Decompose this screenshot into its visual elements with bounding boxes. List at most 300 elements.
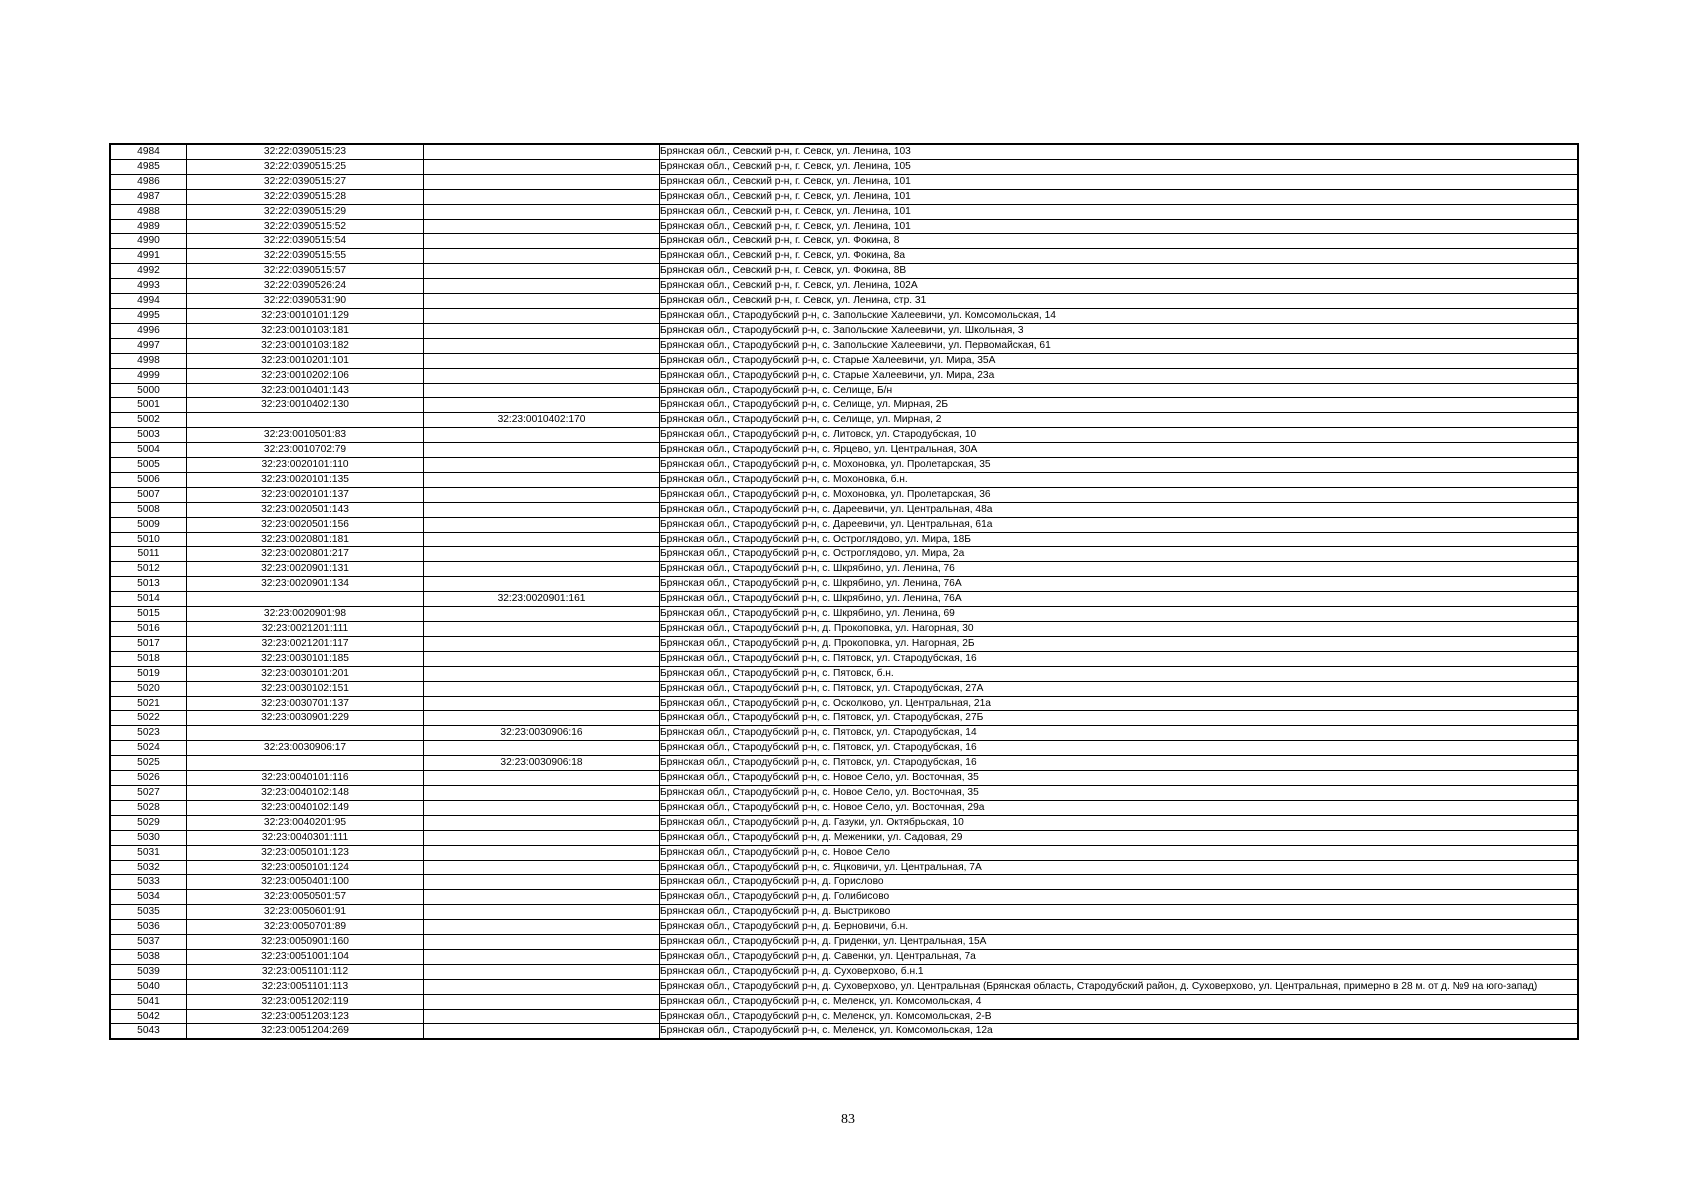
cadastral-number-alt-cell: [424, 264, 660, 279]
table-row: [110, 159, 1578, 174]
cadastral-number-cell: 32:23:0051101:113: [187, 979, 424, 994]
row-number-cell: 5017: [110, 636, 187, 651]
cadastral-number-alt-cell: [424, 249, 660, 264]
address-cell: Брянская обл., Севский р-н, г. Севск, ул. Ленина, стр. 31: [660, 294, 1579, 309]
cadastral-number-alt-cell: [424, 696, 660, 711]
address-cell: Брянская обл., Севский р-н, г. Севск, ул. Ленина, 102А: [660, 279, 1579, 294]
cadastral-number-alt-cell: [424, 383, 660, 398]
cadastral-number-alt-cell: 32:23:0010402:170: [424, 413, 660, 428]
table-row: [110, 666, 1578, 681]
address-cell: Брянская обл., Стародубский р-н, с. Ярцево, ул. Центральная, 30А: [660, 443, 1579, 458]
address-cell: Брянская обл., Стародубский р-н, с. Мохоновка, б.н.: [660, 472, 1579, 487]
row-number-cell: 5008: [110, 502, 187, 517]
cadastral-number-cell: 32:23:0010103:181: [187, 323, 424, 338]
cadastral-number-alt-cell: [424, 920, 660, 935]
table-row: [110, 562, 1578, 577]
cadastral-number-alt-cell: [424, 711, 660, 726]
cadastral-number-alt-cell: [424, 547, 660, 562]
row-number-cell: 5034: [110, 890, 187, 905]
table-row: [110, 458, 1578, 473]
cadastral-number-alt-cell: 32:23:0030906:16: [424, 726, 660, 741]
address-cell: Брянская обл., Севский р-н, г. Севск, ул. Ленина, 101: [660, 219, 1579, 234]
cadastral-number-cell: 32:23:0020101:110: [187, 458, 424, 473]
cadastral-number-alt-cell: [424, 144, 660, 159]
cadastral-number-cell: 32:23:0020801:181: [187, 532, 424, 547]
row-number-cell: 5014: [110, 592, 187, 607]
cadastral-number-cell: 32:22:0390526:24: [187, 279, 424, 294]
table-row: [110, 845, 1578, 860]
address-cell: Брянская обл., Севский р-н, г. Севск, ул. Ленина, 101: [660, 189, 1579, 204]
row-number-cell: 4994: [110, 294, 187, 309]
table-row: [110, 875, 1578, 890]
address-cell: Брянская обл., Севский р-н, г. Севск, ул. Фокина, 8В: [660, 264, 1579, 279]
cadastral-number-cell: 32:23:0040301:111: [187, 830, 424, 845]
table-row: [110, 681, 1578, 696]
row-number-cell: 4999: [110, 368, 187, 383]
cadastral-number-alt-cell: [424, 159, 660, 174]
row-number-cell: 5021: [110, 696, 187, 711]
address-cell: Брянская обл., Стародубский р-н, с. Запольские Халеевичи, ул. Школьная, 3: [660, 323, 1579, 338]
table-row: [110, 785, 1578, 800]
row-number-cell: 4989: [110, 219, 187, 234]
cadastral-number-cell: 32:23:0020901:98: [187, 607, 424, 622]
row-number-cell: 5020: [110, 681, 187, 696]
cadastral-number-cell: 32:23:0051202:119: [187, 994, 424, 1009]
row-number-cell: 5016: [110, 622, 187, 637]
row-number-cell: 5024: [110, 741, 187, 756]
table-row: [110, 279, 1578, 294]
cadastral-number-alt-cell: [424, 174, 660, 189]
row-number-cell: 4987: [110, 189, 187, 204]
cadastral-number-alt-cell: [424, 949, 660, 964]
row-number-cell: 5041: [110, 994, 187, 1009]
row-number-cell: 4988: [110, 204, 187, 219]
address-cell: Брянская обл., Стародубский р-н, с. Меленск, ул. Комсомольская, 4: [660, 994, 1579, 1009]
cadastral-number-cell: 32:22:0390515:27: [187, 174, 424, 189]
address-cell: Брянская обл., Севский р-н, г. Севск, ул. Фокина, 8: [660, 234, 1579, 249]
table-row: [110, 920, 1578, 935]
cadastral-number-alt-cell: [424, 800, 660, 815]
cadastral-number-alt-cell: [424, 785, 660, 800]
table-row: [110, 592, 1578, 607]
address-cell: Брянская обл., Стародубский р-н, с. Мохоновка, ул. Пролетарская, 36: [660, 487, 1579, 502]
row-number-cell: 5031: [110, 845, 187, 860]
cadastral-number-cell: 32:23:0020901:131: [187, 562, 424, 577]
address-cell: Брянская обл., Стародубский р-н, с. Старые Халеевичи, ул. Мира, 23а: [660, 368, 1579, 383]
cadastral-number-cell: 32:23:0010501:83: [187, 428, 424, 443]
cadastral-number-alt-cell: [424, 338, 660, 353]
table-row: [110, 741, 1578, 756]
address-cell: Брянская обл., Стародубский р-н, с. Пятовск, ул. Стародубская, 16: [660, 756, 1579, 771]
row-number-cell: 5026: [110, 771, 187, 786]
address-cell: Брянская обл., Стародубский р-н, д. Берновичи, б.н.: [660, 920, 1579, 935]
table-row: [110, 189, 1578, 204]
cadastral-number-cell: 32:23:0030906:17: [187, 741, 424, 756]
cadastral-number-cell: 32:23:0050601:91: [187, 905, 424, 920]
cadastral-number-cell: 32:23:0050701:89: [187, 920, 424, 935]
row-number-cell: 5006: [110, 472, 187, 487]
table-row: [110, 935, 1578, 950]
cadastral-number-alt-cell: [424, 502, 660, 517]
cadastral-number-alt-cell: [424, 323, 660, 338]
cadastral-number-cell: 32:23:0040102:148: [187, 785, 424, 800]
table-row: [110, 204, 1578, 219]
cadastral-number-alt-cell: [424, 472, 660, 487]
row-number-cell: 4993: [110, 279, 187, 294]
address-cell: Брянская обл., Стародубский р-н, с. Дареевичи, ул. Центральная, 61а: [660, 517, 1579, 532]
address-cell: Брянская обл., Стародубский р-н, д. Прокоповка, ул. Нагорная, 2Б: [660, 636, 1579, 651]
table-row: [110, 353, 1578, 368]
cadastral-number-alt-cell: [424, 234, 660, 249]
cadastral-number-alt-cell: [424, 666, 660, 681]
cadastral-number-cell: 32:22:0390515:25: [187, 159, 424, 174]
row-number-cell: 5013: [110, 577, 187, 592]
address-cell: Брянская обл., Стародубский р-н, д. Меженики, ул. Садовая, 29: [660, 830, 1579, 845]
address-cell: Брянская обл., Стародубский р-н, с. Мохоновка, ул. Пролетарская, 35: [660, 458, 1579, 473]
cadastral-number-cell: 32:22:0390531:90: [187, 294, 424, 309]
row-number-cell: 4995: [110, 308, 187, 323]
table-row: [110, 1009, 1578, 1024]
cadastral-number-alt-cell: [424, 577, 660, 592]
cadastral-number-cell: [187, 592, 424, 607]
row-number-cell: 4990: [110, 234, 187, 249]
cadastral-number-cell: 32:23:0021201:111: [187, 622, 424, 637]
row-number-cell: 5002: [110, 413, 187, 428]
row-number-cell: 5001: [110, 398, 187, 413]
address-cell: Брянская обл., Стародубский р-н, с. Шкрябино, ул. Ленина, 76А: [660, 592, 1579, 607]
cadastral-number-cell: 32:22:0390515:28: [187, 189, 424, 204]
cadastral-number-cell: 32:23:0010702:79: [187, 443, 424, 458]
address-cell: Брянская обл., Стародубский р-н, с. Старые Халеевичи, ул. Мира, 35А: [660, 353, 1579, 368]
row-number-cell: 5018: [110, 651, 187, 666]
cadastral-number-cell: 32:23:0010103:182: [187, 338, 424, 353]
cadastral-number-alt-cell: [424, 994, 660, 1009]
row-number-cell: 4984: [110, 144, 187, 159]
row-number-cell: 5004: [110, 443, 187, 458]
address-cell: Брянская обл., Стародубский р-н, с. Дареевичи, ул. Центральная, 48а: [660, 502, 1579, 517]
cadastral-number-cell: 32:23:0010201:101: [187, 353, 424, 368]
table-row: [110, 860, 1578, 875]
table-row: [110, 577, 1578, 592]
table-row: [110, 651, 1578, 666]
row-number-cell: 4985: [110, 159, 187, 174]
address-cell: Брянская обл., Стародубский р-н, д. Гриденки, ул. Центральная, 15А: [660, 935, 1579, 950]
row-number-cell: 4996: [110, 323, 187, 338]
row-number-cell: 5038: [110, 949, 187, 964]
cadastral-number-cell: [187, 726, 424, 741]
address-cell: Брянская обл., Стародубский р-н, с. Новое Село, ул. Восточная, 35: [660, 785, 1579, 800]
cadastral-number-alt-cell: [424, 487, 660, 502]
table-row: [110, 294, 1578, 309]
row-number-cell: 5009: [110, 517, 187, 532]
cadastral-number-cell: 32:23:0021201:117: [187, 636, 424, 651]
cadastral-number-cell: 32:22:0390515:54: [187, 234, 424, 249]
address-cell: Брянская обл., Севский р-н, г. Севск, ул. Ленина, 105: [660, 159, 1579, 174]
row-number-cell: 5011: [110, 547, 187, 562]
cadastral-number-alt-cell: 32:23:0030906:18: [424, 756, 660, 771]
cadastral-number-alt-cell: [424, 532, 660, 547]
table-row: [110, 547, 1578, 562]
cadastral-number-alt-cell: [424, 845, 660, 860]
row-number-cell: 5010: [110, 532, 187, 547]
table-row: [110, 890, 1578, 905]
table-row: [110, 905, 1578, 920]
table-row: [110, 383, 1578, 398]
cadastral-number-alt-cell: [424, 890, 660, 905]
row-number-cell: 5000: [110, 383, 187, 398]
row-number-cell: 5039: [110, 964, 187, 979]
address-cell: Брянская обл., Стародубский р-н, с. Шкрябино, ул. Ленина, 76А: [660, 577, 1579, 592]
address-cell: Брянская обл., Стародубский р-н, с. Литовск, ул. Стародубская, 10: [660, 428, 1579, 443]
address-cell: Брянская обл., Стародубский р-н, с. Новое Село, ул. Восточная, 29а: [660, 800, 1579, 815]
cadastral-number-cell: 32:23:0050901:160: [187, 935, 424, 950]
address-cell: Брянская обл., Стародубский р-н, с. Новое Село, ул. Восточная, 35: [660, 771, 1579, 786]
table-row: [110, 219, 1578, 234]
address-cell: Брянская обл., Севский р-н, г. Севск, ул. Фокина, 8а: [660, 249, 1579, 264]
address-cell: Брянская обл., Стародубский р-н, с. Пятовск, ул. Стародубская, 27Б: [660, 711, 1579, 726]
table-row: [110, 502, 1578, 517]
cadastral-number-cell: 32:23:0020801:217: [187, 547, 424, 562]
cadastral-number-alt-cell: [424, 905, 660, 920]
row-number-cell: 5035: [110, 905, 187, 920]
cadastral-number-alt-cell: [424, 860, 660, 875]
cadastral-number-cell: 32:23:0051203:123: [187, 1009, 424, 1024]
table-row: [110, 622, 1578, 637]
cadastral-number-alt-cell: [424, 607, 660, 622]
cadastral-number-cell: 32:23:0040102:149: [187, 800, 424, 815]
cadastral-number-alt-cell: [424, 368, 660, 383]
cadastral-number-alt-cell: [424, 308, 660, 323]
address-cell: Брянская обл., Стародубский р-н, с. Яцковичи, ул. Центральная, 7А: [660, 860, 1579, 875]
address-cell: Брянская обл., Стародубский р-н, с. Запольские Халеевичи, ул. Комсомольская, 14: [660, 308, 1579, 323]
cadastral-number-cell: 32:22:0390515:52: [187, 219, 424, 234]
table-row: [110, 830, 1578, 845]
address-cell: Брянская обл., Стародубский р-н, с. Пятовск, ул. Стародубская, 14: [660, 726, 1579, 741]
registry-table-body: [110, 144, 1578, 1039]
cadastral-number-cell: 32:23:0051204:269: [187, 1024, 424, 1039]
table-row: [110, 607, 1578, 622]
cadastral-number-cell: 32:23:0010402:130: [187, 398, 424, 413]
cadastral-number-cell: 32:23:0040201:95: [187, 815, 424, 830]
row-number-cell: 5007: [110, 487, 187, 502]
cadastral-number-cell: 32:23:0050101:123: [187, 845, 424, 860]
row-number-cell: 5043: [110, 1024, 187, 1039]
address-cell: Брянская обл., Севский р-н, г. Севск, ул. Ленина, 101: [660, 204, 1579, 219]
row-number-cell: 5029: [110, 815, 187, 830]
table-row: [110, 398, 1578, 413]
address-cell: Брянская обл., Стародубский р-н, с. Селище, Б/н: [660, 383, 1579, 398]
row-number-cell: 4991: [110, 249, 187, 264]
row-number-cell: 5036: [110, 920, 187, 935]
cadastral-number-alt-cell: [424, 517, 660, 532]
cadastral-number-alt-cell: [424, 1009, 660, 1024]
address-cell: Брянская обл., Стародубский р-н, с. Остроглядово, ул. Мира, 18Б: [660, 532, 1579, 547]
table-row: [110, 696, 1578, 711]
cadastral-number-cell: 32:22:0390515:29: [187, 204, 424, 219]
cadastral-number-cell: 32:23:0051001:104: [187, 949, 424, 964]
cadastral-number-cell: [187, 413, 424, 428]
row-number-cell: 4986: [110, 174, 187, 189]
table-row: [110, 711, 1578, 726]
address-cell: Брянская обл., Стародубский р-н, с. Шкрябино, ул. Ленина, 69: [660, 607, 1579, 622]
cadastral-number-alt-cell: 32:23:0020901:161: [424, 592, 660, 607]
table-row: [110, 636, 1578, 651]
address-cell: Брянская обл., Стародубский р-н, с. Запольские Халеевичи, ул. Первомайская, 61: [660, 338, 1579, 353]
table-row: [110, 308, 1578, 323]
address-cell: Брянская обл., Севский р-н, г. Севск, ул. Ленина, 101: [660, 174, 1579, 189]
address-cell: Брянская обл., Стародубский р-н, д. Голибисово: [660, 890, 1579, 905]
table-row: [110, 264, 1578, 279]
cadastral-number-alt-cell: [424, 979, 660, 994]
table-row: [110, 472, 1578, 487]
address-cell: Брянская обл., Севский р-н, г. Севск, ул. Ленина, 103: [660, 144, 1579, 159]
table-row: [110, 979, 1578, 994]
cadastral-number-cell: 32:23:0010401:143: [187, 383, 424, 398]
row-number-cell: 5015: [110, 607, 187, 622]
table-row: [110, 517, 1578, 532]
cadastral-number-alt-cell: [424, 651, 660, 666]
cadastral-number-alt-cell: [424, 771, 660, 786]
row-number-cell: 4997: [110, 338, 187, 353]
row-number-cell: 5032: [110, 860, 187, 875]
cadastral-number-cell: 32:23:0030101:185: [187, 651, 424, 666]
cadastral-number-alt-cell: [424, 681, 660, 696]
table-row: [110, 249, 1578, 264]
cadastral-number-alt-cell: [424, 741, 660, 756]
table-row: [110, 964, 1578, 979]
table-row: [110, 413, 1578, 428]
page-number: 83: [841, 1112, 855, 1127]
address-cell: Брянская обл., Стародубский р-н, с. Шкрябино, ул. Ленина, 76: [660, 562, 1579, 577]
cadastral-number-alt-cell: [424, 204, 660, 219]
row-number-cell: 5028: [110, 800, 187, 815]
address-cell: Брянская обл., Стародубский р-н, д. Горислово: [660, 875, 1579, 890]
cadastral-number-cell: 32:23:0030901:229: [187, 711, 424, 726]
table-row: [110, 800, 1578, 815]
table-row: [110, 994, 1578, 1009]
cadastral-number-alt-cell: [424, 189, 660, 204]
table-row: [110, 234, 1578, 249]
row-number-cell: 5025: [110, 756, 187, 771]
cadastral-number-cell: 32:23:0050101:124: [187, 860, 424, 875]
table-row: [110, 174, 1578, 189]
table-row: [110, 949, 1578, 964]
address-cell: Брянская обл., Стародубский р-н, д. Суховерхово, ул. Центральная (Брянская область, Стародубский район, д. Суховерхово, ул. Центральная, примерно в 28 м. от д. №9 на юго-запад): [660, 979, 1579, 994]
address-cell: Брянская обл., Стародубский р-н, с. Меленск, ул. Комсомольская, 12а: [660, 1024, 1579, 1039]
cadastral-number-cell: 32:23:0030101:201: [187, 666, 424, 681]
cadastral-number-alt-cell: [424, 875, 660, 890]
cadastral-number-alt-cell: [424, 622, 660, 637]
table-row: [110, 815, 1578, 830]
table-row: [110, 771, 1578, 786]
table-row: [110, 428, 1578, 443]
cadastral-number-alt-cell: [424, 964, 660, 979]
row-number-cell: 5003: [110, 428, 187, 443]
row-number-cell: 5019: [110, 666, 187, 681]
address-cell: Брянская обл., Стародубский р-н, д. Суховерхово, б.н.1: [660, 964, 1579, 979]
cadastral-number-cell: 32:22:0390515:57: [187, 264, 424, 279]
cadastral-number-alt-cell: [424, 279, 660, 294]
cadastral-number-alt-cell: [424, 815, 660, 830]
registry-table: [109, 143, 1579, 1040]
table-row: [110, 532, 1578, 547]
cadastral-number-alt-cell: [424, 1024, 660, 1039]
row-number-cell: 5042: [110, 1009, 187, 1024]
table-row: [110, 1024, 1578, 1039]
cadastral-number-cell: 32:23:0010101:129: [187, 308, 424, 323]
address-cell: Брянская обл., Стародубский р-н, с. Пятовск, ул. Стародубская, 27А: [660, 681, 1579, 696]
address-cell: Брянская обл., Стародубский р-н, с. Пятовск, б.н.: [660, 666, 1579, 681]
cadastral-number-cell: 32:23:0050401:100: [187, 875, 424, 890]
row-number-cell: 5033: [110, 875, 187, 890]
cadastral-number-cell: 32:22:0390515:23: [187, 144, 424, 159]
table-row: [110, 487, 1578, 502]
address-cell: Брянская обл., Стародубский р-н, с. Остроглядово, ул. Мира, 2а: [660, 547, 1579, 562]
address-cell: Брянская обл., Стародубский р-н, с. Пятовск, ул. Стародубская, 16: [660, 651, 1579, 666]
cadastral-number-alt-cell: [424, 428, 660, 443]
row-number-cell: 5027: [110, 785, 187, 800]
row-number-cell: 5022: [110, 711, 187, 726]
address-cell: Брянская обл., Стародубский р-н, с. Меленск, ул. Комсомольская, 2-В: [660, 1009, 1579, 1024]
address-cell: Брянская обл., Стародубский р-н, с. Пятовск, ул. Стародубская, 16: [660, 741, 1579, 756]
address-cell: Брянская обл., Стародубский р-н, д. Выстриково: [660, 905, 1579, 920]
cadastral-number-alt-cell: [424, 562, 660, 577]
cadastral-number-cell: 32:23:0051101:112: [187, 964, 424, 979]
cadastral-number-cell: 32:23:0020501:156: [187, 517, 424, 532]
cadastral-number-alt-cell: [424, 398, 660, 413]
table-row: [110, 144, 1578, 159]
cadastral-number-alt-cell: [424, 636, 660, 651]
cadastral-number-cell: 32:23:0020501:143: [187, 502, 424, 517]
cadastral-number-alt-cell: [424, 219, 660, 234]
table-row: [110, 338, 1578, 353]
table-row: [110, 323, 1578, 338]
cadastral-number-cell: 32:23:0050501:57: [187, 890, 424, 905]
cadastral-number-cell: 32:23:0010202:106: [187, 368, 424, 383]
row-number-cell: 5005: [110, 458, 187, 473]
cadastral-number-alt-cell: [424, 443, 660, 458]
cadastral-number-alt-cell: [424, 294, 660, 309]
row-number-cell: 4998: [110, 353, 187, 368]
address-cell: Брянская обл., Стародубский р-н, д. Прокоповка, ул. Нагорная, 30: [660, 622, 1579, 637]
row-number-cell: 5030: [110, 830, 187, 845]
cadastral-number-alt-cell: [424, 353, 660, 368]
row-number-cell: 4992: [110, 264, 187, 279]
cadastral-number-alt-cell: [424, 935, 660, 950]
row-number-cell: 5037: [110, 935, 187, 950]
cadastral-number-cell: 32:23:0030701:137: [187, 696, 424, 711]
address-cell: Брянская обл., Стародубский р-н, с. Селище, ул. Мирная, 2: [660, 413, 1579, 428]
address-cell: Брянская обл., Стародубский р-н, с. Новое Село: [660, 845, 1579, 860]
row-number-cell: 5012: [110, 562, 187, 577]
cadastral-number-cell: [187, 756, 424, 771]
cadastral-number-cell: 32:23:0030102:151: [187, 681, 424, 696]
cadastral-number-cell: 32:23:0040101:116: [187, 771, 424, 786]
row-number-cell: 5040: [110, 979, 187, 994]
cadastral-number-alt-cell: [424, 830, 660, 845]
table-row: [110, 726, 1578, 741]
cadastral-number-alt-cell: [424, 458, 660, 473]
address-cell: Брянская обл., Стародубский р-н, д. Газуки, ул. Октябрьская, 10: [660, 815, 1579, 830]
address-cell: Брянская обл., Стародубский р-н, с. Осколково, ул. Центральная, 21а: [660, 696, 1579, 711]
table-row: [110, 368, 1578, 383]
cadastral-number-cell: 32:23:0020101:137: [187, 487, 424, 502]
row-number-cell: 5023: [110, 726, 187, 741]
address-cell: Брянская обл., Стародубский р-н, с. Селище, ул. Мирная, 2Б: [660, 398, 1579, 413]
cadastral-number-cell: 32:22:0390515:55: [187, 249, 424, 264]
table-row: [110, 756, 1578, 771]
address-cell: Брянская обл., Стародубский р-н, д. Савенки, ул. Центральная, 7а: [660, 949, 1579, 964]
